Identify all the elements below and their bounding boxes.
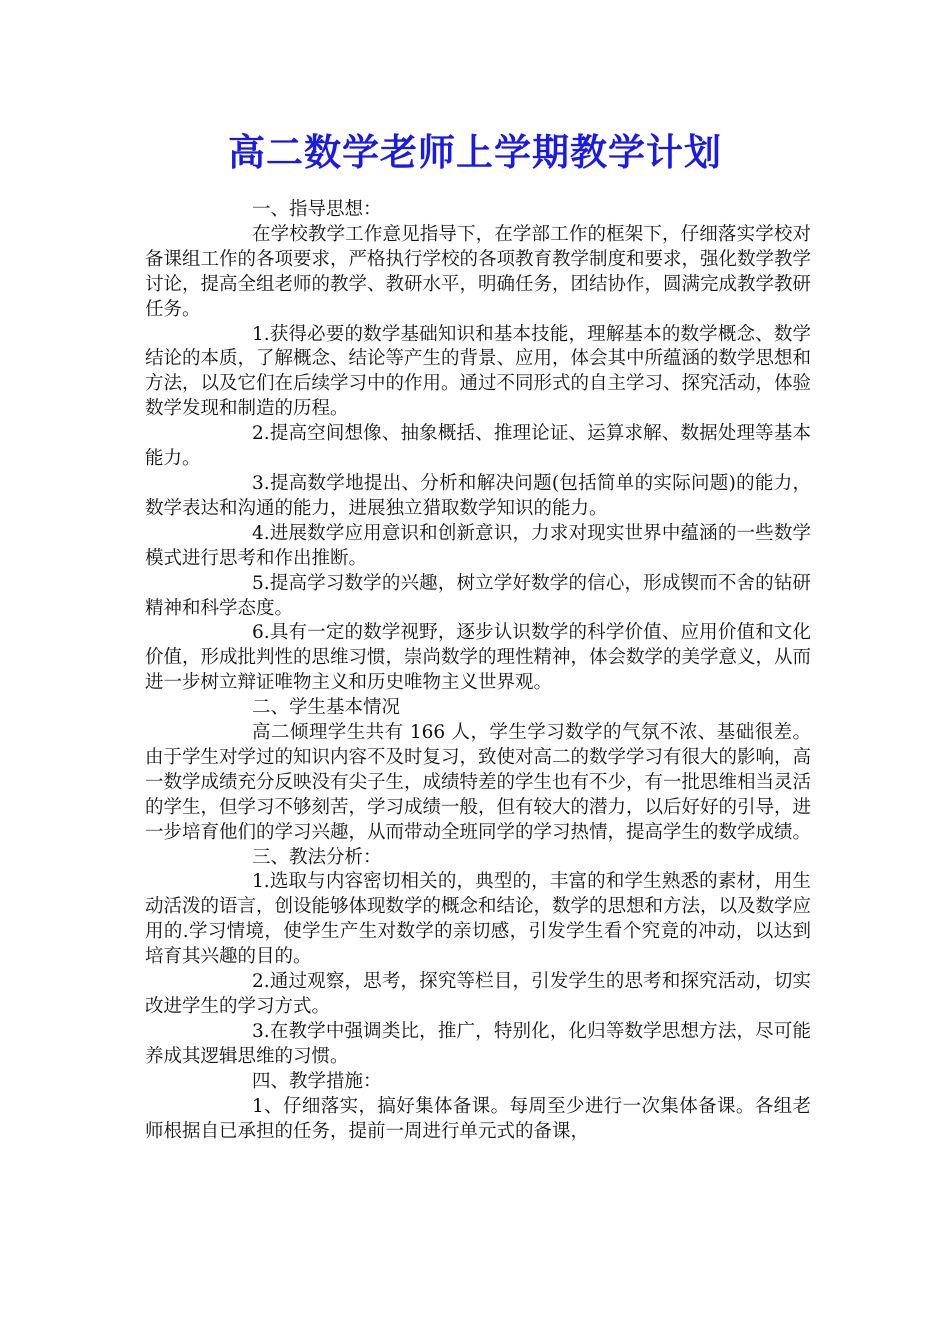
document-title: 高二数学老师上学期教学计划 (228, 130, 722, 174)
list-item-goal-5: 5.提高学习数学的兴趣，树立学好数学的信心，形成锲而不舍的钻研精神和科学态度。 (145, 572, 811, 619)
section-heading-guiding-thought: 一、指导思想： (252, 199, 382, 220)
list-item-goal-1: 1.获得必要的数学基础知识和基本技能，理解基本的数学概念、数学结论的本质，了解概念、结论等产生的背景、应用，体会其中所蕴涵的数学思想和方法，以及它们在后续学习中的作用。通过不同形式的自主学习、探究活动，体验数学发现和制造的历程。 (145, 323, 812, 420)
list-item-goal-6: 6.具有一定的数学视野，逐步认识数学的科学价值、应用价值和文化价值，形成批判性的思维习惯，崇尚数学的理性精神，体会数学的美学意义，从而进一步树立辩证唯物主义和历史唯物主义世界观。 (145, 622, 812, 694)
list-item-measure-1: 1、仔细落实，搞好集体备课。每周至少进行一次集体备课。各组老师根据自已承担的任务，提前一周进行单元式的备课， (145, 1095, 811, 1142)
list-item-method-2: 2.通过观察，思考，探究等栏目，引发学生的思考和探究活动，切实改进学生的学习方式。 (145, 971, 811, 1017)
paragraph: 高二倾理学生共有 166 人，学生学习数学的气氛不浓、基础很差。由于学生对学过的知识内容不及时复习，致使对高二的数学学习有很大的影响，高一数学成绩充分反映没有尖子生，成绩特差的学生也有不少，有一批思维相当灵活的学生，但学习不够刻苦，学习成绩一般，但有较大的潜力，以后好好的引导，进一步培育他们的学习兴趣，从而带动全班同学的学习热情，提高学生的数学成绩。 (145, 722, 812, 843)
section-heading-students: 二、学生基本情况 (252, 697, 401, 719)
document-body (145, 198, 811, 1144)
section-heading-methods: 三、教法分析： (252, 846, 382, 868)
list-item-method-3: 3.在教学中强调类比，推广，特别化，化归等数学思想方法，尽可能养成其逻辑思维的习惯。 (145, 1020, 811, 1067)
list-item-goal-2: 2.提高空间想像、抽象概括、推理论证、运算求解、数据处理等基本能力。 (145, 423, 811, 470)
section-heading-measures: 四、教学措施： (252, 1070, 382, 1092)
list-item-method-1: 1.选取与内容密切相关的，典型的，丰富的和学生熟悉的素材，用生动活泼的语言，创设能够体现数学的概念和结论，数学的思想和方法，以及数学应用的.学习情境，使学生产生对数学的亲切感，引发学生看个究竟的冲动，以达到培育其兴趣的目的。 (145, 871, 812, 968)
list-item-goal-3: 3.提高数学地提出、分析和解决问题(包括简单的实际问题)的能力，数学表达和沟通的能力，进展独立猎取数学知识的能力。 (145, 472, 811, 519)
list-item-goal-4: 4.进展数学应用意识和创新意识，力求对现实世界中蕴涵的一些数学模式进行思考和作出推断。 (145, 522, 811, 569)
paragraph: 在学校教学工作意见指导下，在学部工作的框架下，仔细落实学校对备课组工作的各项要求，严格执行学校的各项教育教学制度和要求，强化数学教学讨论，提高全组老师的教学、教研水平，明确任务，团结协作，圆满完成教学教研任务。 (145, 223, 812, 320)
